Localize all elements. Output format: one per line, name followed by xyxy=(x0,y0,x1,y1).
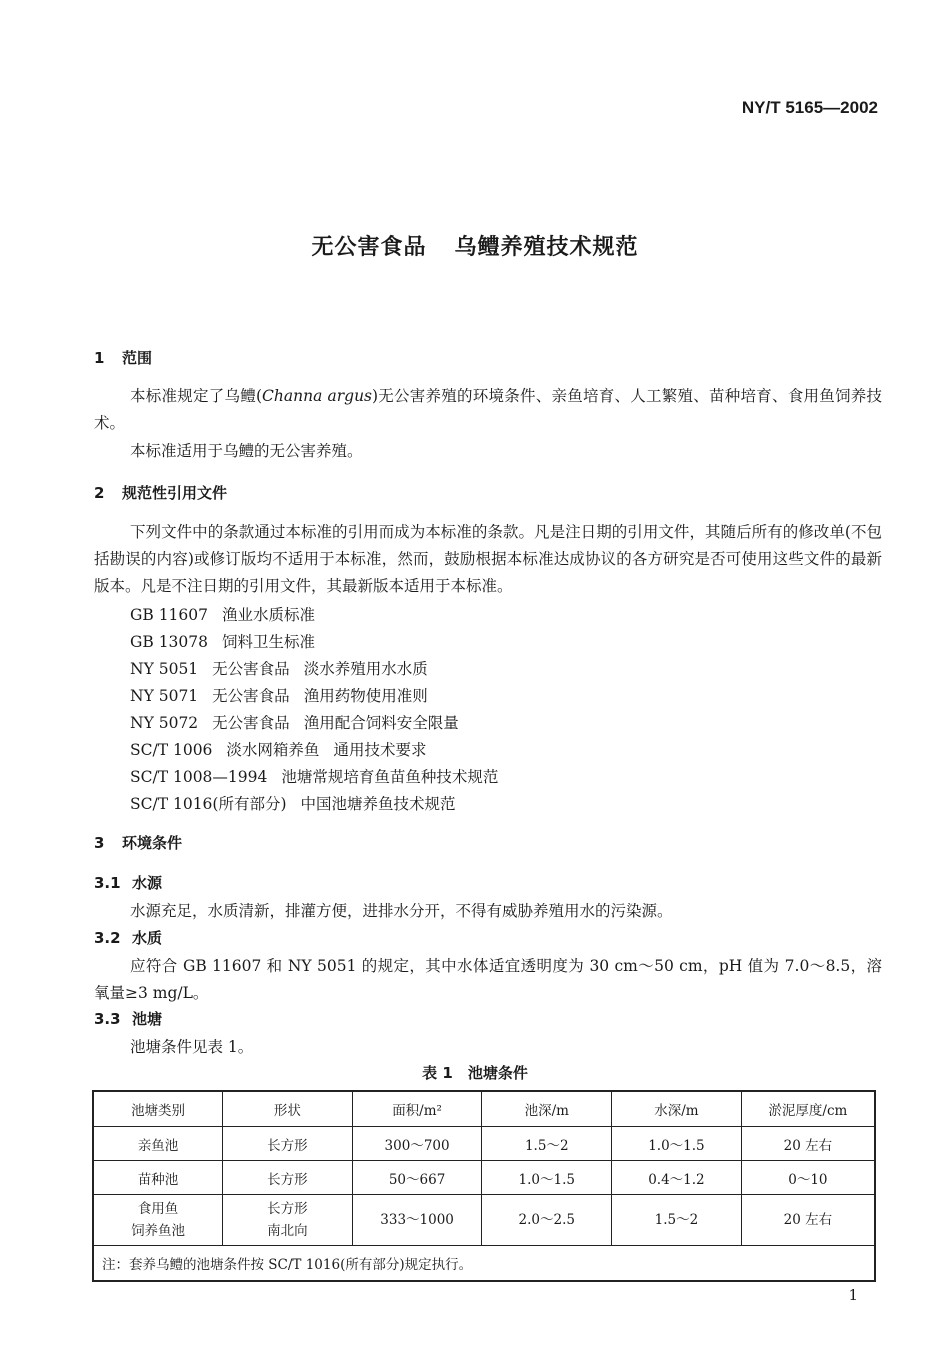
table-note: 注：套养乌鳢的池塘条件按 SC/T 1016(所有部分)规定执行。 xyxy=(93,1246,875,1282)
ref-code: SC/T 1006 xyxy=(130,741,213,759)
document-title xyxy=(0,230,950,261)
cell-shape: 长方形 xyxy=(223,1127,353,1161)
ref-name: 无公害食品 xyxy=(212,687,290,705)
ref-code: NY 5051 xyxy=(130,660,199,678)
section-title: 环境条件 xyxy=(122,834,183,852)
cell-pool-depth: 1.0～1.5 xyxy=(482,1161,612,1195)
cell-line: 长方形 xyxy=(267,1201,308,1217)
cell-silt: 0～10 xyxy=(741,1161,875,1195)
reference-item xyxy=(130,603,315,625)
table-caption: 表 1 池塘条件 xyxy=(422,1064,528,1082)
text-run: )无公害养殖的环境条件、亲鱼培育、人工繁殖、苗种培育、食用鱼饲养技术。 xyxy=(94,387,882,432)
cell-area: 50～667 xyxy=(352,1161,482,1195)
title-part-1: 无公害食品 xyxy=(311,235,427,260)
cell-type: 亲鱼池 xyxy=(93,1127,223,1161)
reference-item xyxy=(130,738,426,760)
reference-item xyxy=(130,657,428,679)
ref-name: 饲料卫生标准 xyxy=(222,633,316,651)
cell-silt: 20 左右 xyxy=(741,1127,875,1161)
reference-item xyxy=(130,711,459,733)
latin-name: Channa argus xyxy=(262,387,373,405)
cell-shape: 长方形 xyxy=(223,1161,353,1195)
ref-name: 池塘常规培育鱼苗鱼种技术规范 xyxy=(281,768,499,786)
page-number: 1 xyxy=(848,1286,858,1304)
table-header-row xyxy=(93,1091,875,1127)
table-row xyxy=(93,1127,875,1161)
subsection-3-3-heading xyxy=(94,1008,162,1029)
ref-name: 淡水网箱养鱼 xyxy=(226,741,320,759)
cell-area: 300～700 xyxy=(352,1127,482,1161)
section-number: 1 xyxy=(94,349,105,367)
table-note-row xyxy=(93,1246,875,1282)
cell-shape xyxy=(223,1195,353,1246)
ref-code: NY 5071 xyxy=(130,687,199,705)
column-header: 水深/m xyxy=(612,1091,742,1127)
subsection-3-2-text: 应符合 GB 11607 和 NY 5051 的规定，其中水体适宜透明度为 30 cm～50 cm，pH 值为 7.0～8.5，溶氧量≥3 mg/L。 xyxy=(94,957,882,1002)
reference-item xyxy=(130,684,428,706)
cell-type: 苗种池 xyxy=(93,1161,223,1195)
section-title: 规范性引用文件 xyxy=(122,484,228,502)
subsection-title: 水源 xyxy=(132,874,163,892)
ref-code: SC/T 1016(所有部分) xyxy=(130,795,287,813)
ref-code: SC/T 1008—1994 xyxy=(130,768,268,786)
section-2-intro: 下列文件中的条款通过本标准的引用而成为本标准的条款。凡是注日期的引用文件，其随后所有的修改单(不包括勘误的内容)或修订版均不适用于本标准，然而，鼓励根据本标准达成协议的各方研究是否可使用这些文件的最新版本。凡是不注日期的引用文件，其最新版本适用于本标准。 xyxy=(94,523,882,595)
subsection-title: 水质 xyxy=(132,929,163,947)
cell-area: 333～1000 xyxy=(352,1195,482,1246)
column-header: 淤泥厚度/cm xyxy=(741,1091,875,1127)
column-header: 池深/m xyxy=(482,1091,612,1127)
column-header: 池塘类别 xyxy=(93,1091,223,1127)
subsection-number: 3.3 xyxy=(94,1010,121,1028)
cell-line: 南北向 xyxy=(267,1223,308,1239)
cell-line: 食用鱼 xyxy=(137,1201,179,1217)
cell-pool-depth: 2.0～2.5 xyxy=(482,1195,612,1246)
cell-water-depth: 1.5～2 xyxy=(612,1195,742,1246)
ref-name: 无公害食品 xyxy=(212,660,290,678)
reference-item xyxy=(130,630,315,652)
subsection-number: 3.1 xyxy=(94,874,121,892)
ref-code: GB 13078 xyxy=(130,633,209,651)
reference-item xyxy=(130,765,498,787)
subsection-title: 池塘 xyxy=(132,1010,163,1028)
subsection-3-1-text: 水源充足，水质清新，排灌方便，进排水分开，不得有威胁养殖用水的污染源。 xyxy=(130,902,673,920)
subsection-3-1-heading xyxy=(94,872,162,893)
ref-name-2: 淡水养殖用水水质 xyxy=(303,660,428,678)
ref-name-2: 渔用配合饲料安全限量 xyxy=(303,714,459,732)
cell-line: 饲养鱼池 xyxy=(131,1223,186,1239)
subsection-3-3-text: 池塘条件见表 1。 xyxy=(130,1038,254,1056)
cell-water-depth: 0.4～1.2 xyxy=(612,1161,742,1195)
standard-number: NY/T 5165—2002 xyxy=(741,98,878,117)
cell-type xyxy=(93,1195,223,1246)
cell-water-depth: 1.0～1.5 xyxy=(612,1127,742,1161)
ref-name: 渔业水质标准 xyxy=(222,606,316,624)
ref-name: 无公害食品 xyxy=(212,714,290,732)
reference-item xyxy=(130,792,456,814)
ref-name-2: 通用技术要求 xyxy=(333,741,427,759)
section-title: 范围 xyxy=(122,349,153,367)
subsection-number: 3.2 xyxy=(94,929,121,947)
section-1-heading xyxy=(94,347,152,368)
title-part-2: 乌鳢养殖技术规范 xyxy=(454,235,639,260)
ref-code: GB 11607 xyxy=(130,606,209,624)
text-run: 本标准规定了乌鳢( xyxy=(130,387,263,405)
section-1-paragraph-2: 本标准适用于乌鳢的无公害养殖。 xyxy=(130,442,363,460)
table-row xyxy=(93,1161,875,1195)
cell-pool-depth: 1.5～2 xyxy=(482,1127,612,1161)
section-2-heading xyxy=(94,482,227,503)
section-number: 2 xyxy=(94,484,105,502)
section-number: 3 xyxy=(94,834,105,852)
column-header: 形状 xyxy=(223,1091,353,1127)
ref-code: NY 5072 xyxy=(130,714,199,732)
section-1-paragraph-1 xyxy=(94,383,882,437)
ref-name-2: 渔用药物使用准则 xyxy=(303,687,428,705)
ref-name: 中国池塘养鱼技术规范 xyxy=(300,795,456,813)
pond-conditions-table xyxy=(92,1090,876,1282)
table-row xyxy=(93,1195,875,1246)
subsection-3-2-heading xyxy=(94,927,162,948)
column-header: 面积/m² xyxy=(352,1091,482,1127)
cell-silt: 20 左右 xyxy=(741,1195,875,1246)
section-3-heading xyxy=(94,832,182,853)
